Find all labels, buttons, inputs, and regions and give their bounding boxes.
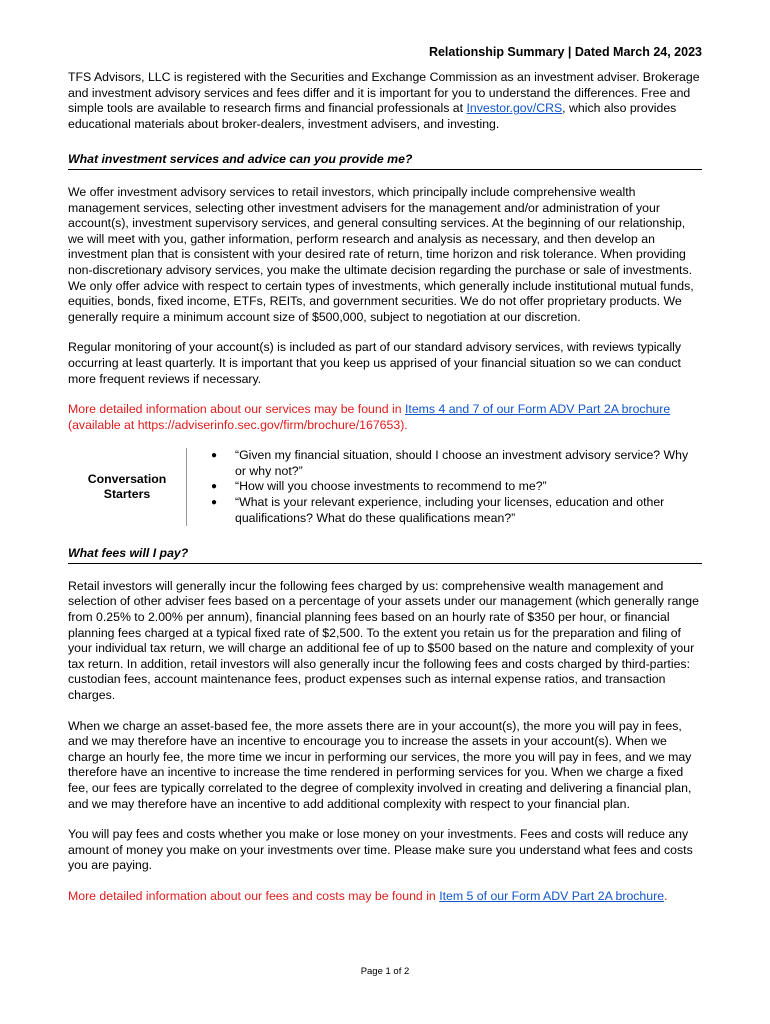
fees-brochure-link[interactable]: Item 5 of our Form ADV Part 2A brochure: [439, 888, 665, 903]
page-number: Page 1 of 2: [360, 966, 410, 977]
intro-paragraph: TFS Advisors, LLC is registered with the Securities and Exchange Commission as an investment adviser. Brokerage and investment advisory services and fees differ and it is important for you to understand the differences. Free and simple tools are available to research firms and financial professionals at Investor.gov/CRS, which also provides educational materials about broker-dealers, investment advisers, and investing.: [68, 70, 700, 131]
conversation-starters: [68, 448, 702, 526]
services-brochure-link[interactable]: Items 4 and 7 of our Form ADV Part 2A brochure: [404, 402, 671, 417]
fees-paragraph-2: When we charge an asset-based fee, the more assets there are in your account(s), the more you will pay in fees, and we may therefore have an incentive to encourage you to increase the assets in your account(s). When we charge an hourly fee, the more time we incur in performing our services, the more you will pay in fees, and we may therefore have an incentive to increase the time rendered in performing services for you. When we charge a fixed fee, our fees are typically correlated to the degree of complexity involved in creating and delivering a financial plan, and we may therefore have an incentive to add additional complexity with respect to your financial plan.: [68, 718, 692, 811]
fees-section-title: What fees will I pay?: [68, 546, 702, 564]
fees-more-info: More detailed information about our fees and costs may be found in Item 5 of our Form ADV Part 2A brochure.: [68, 888, 668, 903]
investor-gov-link[interactable]: Investor.gov/CRS: [466, 101, 563, 116]
conversation-starter-item: ● “Given my financial situation, should I choose an investment advisory service? Why or why not?”: [211, 448, 702, 479]
conversation-starters-list: [187, 448, 702, 526]
conversation-starter-item: ● “What is your relevant experience, including your licenses, education and other qualifications? What do these qualifications mean?”: [211, 495, 702, 526]
services-paragraph-2: Regular monitoring of your account(s) is included as part of our standard advisory services, with reviews typically occurring at least quarterly. It is important that you keep us apprised of your financial situation so we can conduct more frequent reviews if necessary.: [68, 340, 682, 386]
fees-paragraph-3: You will pay fees and costs whether you make or lose money on your investments. Fees and costs will reduce any amount of money you make on your investments over time. Please make sure you understand what fees and costs you are paying.: [68, 827, 693, 873]
conversation-starters-label: Conversation Starters: [68, 448, 187, 526]
services-paragraph-1: We offer investment advisory services to retail investors, which principally include comprehensive wealth management services, selecting other investment advisers for the management and/or administration of your account(s), investment supervisory services, and general consulting services. At the beginning of our relationship, we will meet with you, gather information, perform research and analysis as necessary, and then develop an investment plan that is consistent with your desired rate of return, time horizon and risk tolerance. When providing non-discretionary advisory services, you make the ultimate decision regarding the purchase or sale of investments. We only offer advice with respect to certain types of investments, which generally include institutional mutual funds, equities, bonds, fixed income, ETFs, REITs, and government securities. We do not offer proprietary products. We generally require a minimum account size of $500,000, subject to negotiation at our discretion.: [68, 184, 694, 324]
fees-paragraph-1: Retail investors will generally incur the following fees charged by us: comprehensive wealth management and selection of other adviser fees based on a percentage of your assets under our management (which generally range from 0.25% to 2.00% per annum), financial planning fees based on an hourly rate of $350 per hour, or financial planning fees charged at a typical fixed rate of $2,500. To the extent you retain us for the preparation and filing of your individual tax return, we will charge an additional fee of up to $500 based on the nature and complexity of your tax return. In addition, retail investors will also generally incur the following fees and costs charged by third-parties: custodian fees, account maintenance fees, product expenses such as internal expense ratios, and transaction charges.: [68, 578, 699, 702]
services-more-info: More detailed information about our services may be found in Items 4 and 7 of our Form ADV Part 2A brochure (available at https://adviserinfo.sec.gov/firm/brochure/167653).: [68, 402, 671, 432]
relationship-summary-header: Relationship Summary | Dated March 24, 2023: [428, 45, 702, 59]
document-content: [68, 70, 702, 920]
services-section-title: What investment services and advice can you provide me?: [68, 152, 702, 170]
conversation-starter-item: ● “How will you choose investments to recommend to me?”: [211, 479, 702, 495]
